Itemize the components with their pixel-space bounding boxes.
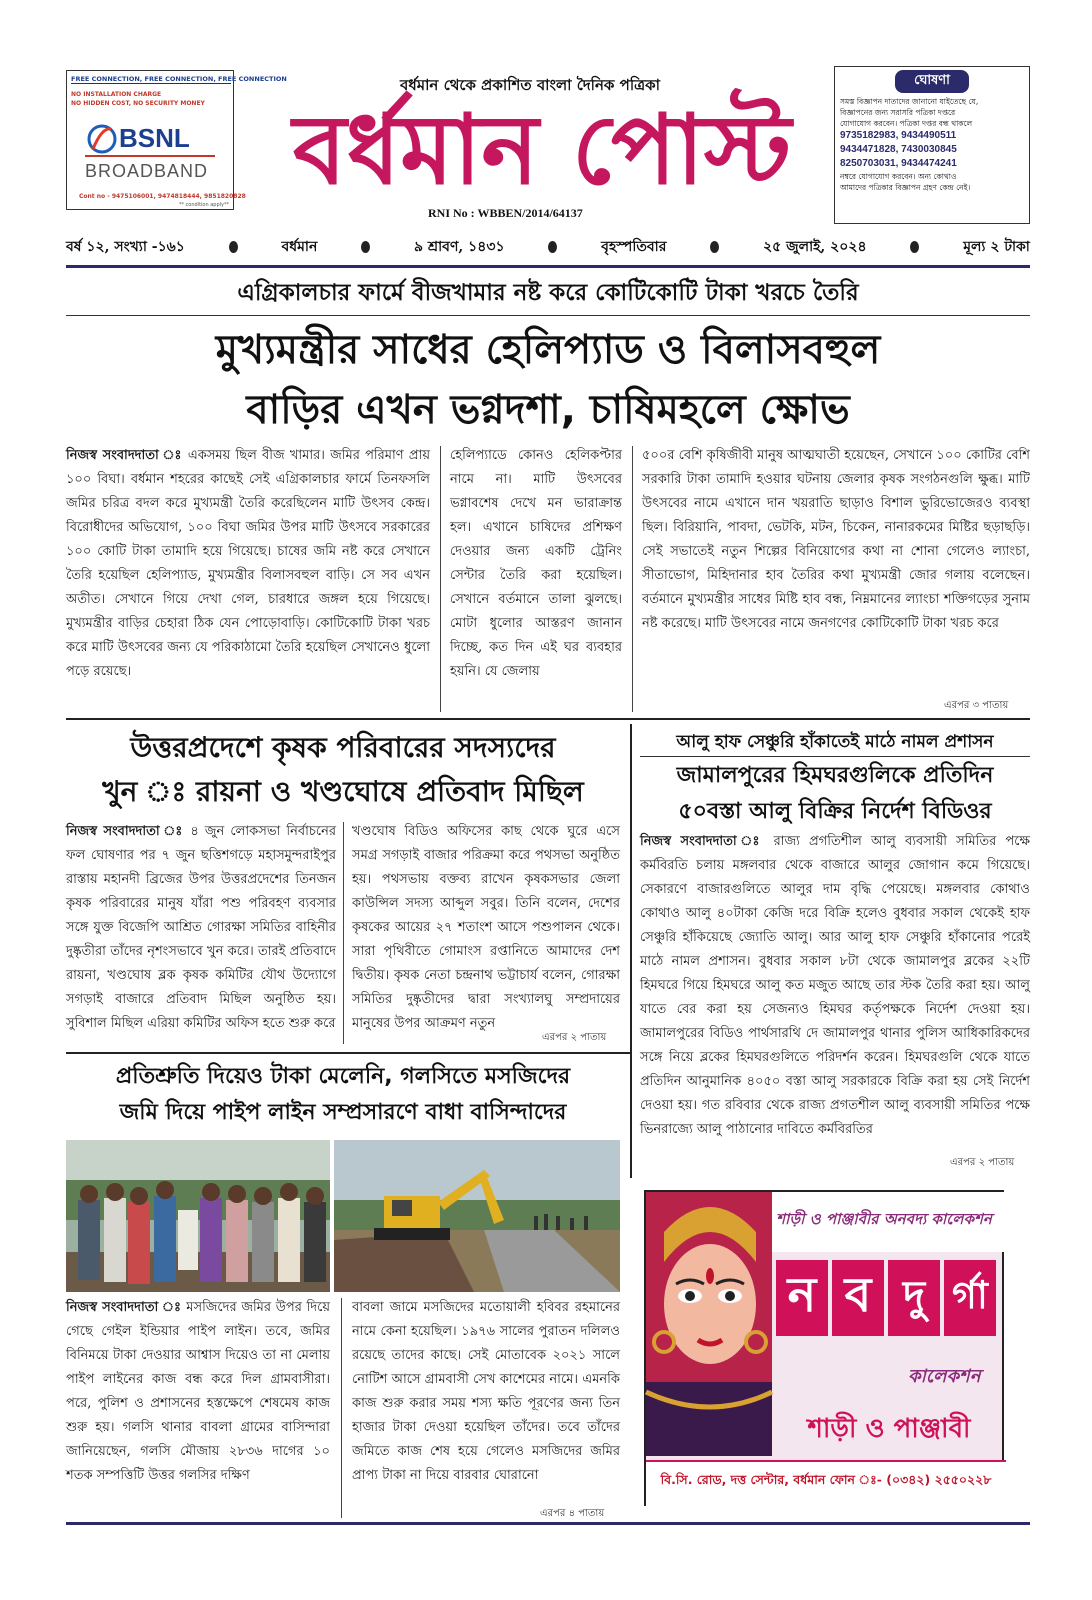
lead-headline-2: বাড়ির এখন ভগ্নদশা, চাষিমহলে ক্ষোভ	[246, 387, 850, 433]
bsnl-free-connection: FREE CONNECTION, FREE CONNECTION, FREE CONNECTION	[71, 75, 287, 83]
lead-column-3: ৫০০র বেশি কৃষিজীবী মানুষ আত্মঘাতী হয়েছেন, সেখানে ১০০ কোটির বেশি সরকারি টাকা তামাদি হওয়ার ঘটনায় জেলার কৃষক সংগঠনগুলি ক্ষুব্ধ। মাটি উৎসবের নামে এখানে দান খয়রাতি ছাড়াও বিশাল ভুরিভোজেরও ব্যবস্থা ছিল। বিরিয়ানি, পাবদা, ভেটকি, মটন, চিকেন, নানারকমের মিষ্টির ছড়াছড়ি। সেই সভাতেই নতুন শিল্পের বিনিয়োগের কথা না শোনা গেলেও ল্যাংচা, সীতাভোগ, মিহিদানার হাব তৈরির কথা মুখ্যমন্ত্রী জোর গলায় বলেছেন। বর্তমানে মুখ্যমন্ত্রীর সাধের মিষ্টি হাব বন্ধ, নিম্নমানের ল্যাংচা শক্তিগড়ের সুনাম নষ্ট করেছে। মাটি উৎসবের নামে জনগণের কোটিকোটি টাকা খরচ করে	[642, 448, 1030, 631]
lead-kicker: এগ্রিকালচার ফার্মে বীজখামার নষ্ট করে কোটিকোটি টাকা খরচে তৈরি	[237, 280, 859, 306]
ad-tagline: শাড়ী ও পাঞ্জাবীর অনবদ্য কালেকশন	[776, 1210, 992, 1228]
dateline-price: মূল্য ২ টাকা	[963, 239, 1030, 255]
up-column-2: খণ্ডঘোষ বিডিও অফিসের কাছ থেকে ঘুরে এসে সমগ্র সগড়াই বাজার পরিক্রমা করে পথসভা অনুষ্ঠিত হয়। পথসভায় বক্তব্য রাখেন কৃষকসভার জেলা কাউন্সিল সদস্য আব্দুল সবুর। তিনি বলেন, দেশের কৃষকের আয়ের ২৭ শতাংশ আসে পশুপালন থেকে। সারা পৃথিবীতে গোমাংস রপ্তানিতে আমাদের দেশ দ্বিতীয়। কৃষক নেতা চন্দ্রনাথ ভট্টাচার্য বলেন, গোরক্ষা সমিতির দুষ্কৃতীদের দ্বারা সংখ্যালঘু সম্প্রদায়ের মানুষের উপর আক্রমণ নতুন	[352, 824, 620, 1031]
bsnl-no-install: NO INSTALLATION CHARGE	[71, 91, 162, 98]
notice-line5: আমাদের পত্রিকার বিজ্ঞাপন গ্রহণ কেন্দ্র নেই।	[840, 183, 971, 192]
potato-kicker: আলু হাফ সেঞ্চুরি হাঁকাতেই মাঠে নামল প্রশাসন	[640, 728, 1030, 757]
potato-byline: নিজস্ব সংবাদদাতা ঃ	[640, 834, 765, 849]
notice-heading: ঘোষণা	[895, 70, 969, 93]
dateline-date: ২৫ জুলাই, ২০২৪	[763, 239, 867, 255]
ad-letter-du: দু	[888, 1260, 940, 1336]
potato-continued[interactable]: এরপর ২ পাতায়	[944, 1155, 1014, 1172]
bullet-icon	[710, 241, 719, 253]
lead-column-1: নিজস্ব সংবাদদাতা ঃ একসময় ছিল বীজ খামার। জমির পরিমাণ প্রায় ১০০ বিঘা। বর্ধমান শহরের কাছেই সেই এগ্রিকালচার ফার্মে তিনফসলি জমির চরিত্র বদল করে মুখ্যমন্ত্রী তৈরি করেছিলেন মাটি উৎসব কেন্দ্র। বিরোধীদের অভিযোগ, ১০০ বিঘা জমির উপর মাটি উৎসবে সরকারের ১০০ কোটি টাকা তামাদি হয়ে গিয়েছে। চাষের জমি নষ্ট করে সেখানে তৈরি হয়েছিল হেলিপ্যাড, মুখ্যমন্ত্রীর বিলাসবহুল বাড়ি। সে সব এখন অতীত। সেখানে গিয়ে দেখা গেল, চারধারে জঙ্গল হয়ে গিয়েছে। মুখ্যমন্ত্রীর বাড়ির চেহারা ঠিক যেন পোড়োবাড়ি। কোটিকোটি টাকা খরচ করে মাটি উৎসবের জন্য যে পরিকাঠামো তৈরি হয়েছিল সেখানেও ধুলো পড়ে রয়েছে।	[66, 448, 430, 679]
dateline-bengali-date: ৯ শ্রাবণ, ১৪৩১	[413, 239, 505, 255]
notice-phones2: 9434471828, 7430030845	[840, 144, 957, 155]
notice-phones3: 8250703031, 9434474241	[840, 158, 957, 169]
masthead-rni: RNI No : WBBEN/2014/64137	[428, 206, 583, 220]
bottom-rule	[66, 1522, 1030, 1525]
ad-product: শাড়ী ও পাঞ্জাবী	[807, 1414, 971, 1444]
bullet-icon	[548, 241, 557, 253]
notice-line2: বিজ্ঞাপনের জন্য সরাসরি পত্রিকা দপ্তরে	[840, 108, 956, 117]
dateline-weekday: বৃহস্পতিবার	[601, 239, 667, 255]
dateline-place: বর্ধমান	[281, 239, 318, 255]
lead-byline: নিজস্ব সংবাদদাতা ঃ	[66, 448, 183, 463]
mosque-headline-1: প্রতিশ্রুতি দিয়েও টাকা মেলেনি, গলসিতে মসজিদের	[115, 1064, 571, 1089]
masthead-tagline: বর্ধমান থেকে প্রকাশিত বাংলা দৈনিক পত্রিকা	[400, 76, 660, 94]
bsnl-product: BROADBAND	[85, 161, 209, 181]
lead-continued[interactable]: এরপর ৩ পাতায়	[944, 700, 1009, 711]
up-continued[interactable]: এরপর ২ পাতায়	[542, 1032, 607, 1043]
ad-letter-na: ন	[776, 1260, 828, 1336]
bsnl-no-hidden: NO HIDDEN COST, NO SECURITY MONEY	[71, 100, 205, 107]
mosque-byline: নিজস্ব সংবাদদাতা ঃ	[66, 1300, 182, 1315]
potato-headline-1: জামালপুরের হিমঘরগুলিকে প্রতিদিন	[676, 763, 994, 788]
up-byline: নিজস্ব সংবাদদাতা ঃ	[66, 824, 185, 839]
up-column-1: নিজস্ব সংবাদদাতা ঃ ৪ জুন লোকসভা নির্বাচনের ফল ঘোষণার পর ৭ জুন ছত্তিশগড়ে মহাসমুন্দরাইপুর রাস্তায় মহানদী ব্রিজের উপর উত্তরপ্রদেশের তিনজন কৃষক পরিবারের মানুষ যাঁরা পশু পরিবহণ ব্যবসার সঙ্গে যুক্ত বিজেপি আশ্রিত গোরক্ষা সমিতির বাহিনীর দুষ্কৃতীরা তাঁদের নৃশংসভাবে খুন করে। তারই প্রতিবাদে রায়না, খণ্ডঘোষ ব্লক কৃষক কমিটির যৌথ উদ্যোগে সগড়াই বাজারে প্রতিবাদ মিছিল অনুষ্ঠিত হয়। সুবিশাল মিছিল এরিয়া কমিটির অফিস হতে শুরু করে	[66, 824, 336, 1031]
bsnl-logo-icon	[87, 123, 117, 155]
bsnl-brand: BSNL	[119, 123, 190, 153]
mosque-headline-2: জমি দিয়ে পাইপ লাইন সম্প্রসারণে বাধা বাসিন্দাদের	[119, 1100, 567, 1125]
dateline	[66, 231, 1030, 263]
potato-body: নিজস্ব সংবাদদাতা ঃ রাজ্য প্রগতিশীল আলু ব্যবসায়ী সমিতির পক্ষে কর্মবিরতি চলায় মঙ্গলবার থেকে বাজারে আলুর জোগান কমে গিয়েছে। সেকারণে বাজারগুলিতে আলুর দাম বৃদ্ধি পেয়েছে। মঙ্গলবার কোথাও কোথাও আলু ৪০টাকা কেজি দরে বিক্রি হলেও বুধবার সকাল থেকেই হাফ সেঞ্চুরি হাঁকিয়েছে জ্যোতি আলু। আর আলু হাফ সেঞ্চুরি হাঁকানোর পরেই মাঠে নামল প্রশাসন। বুধবার সকাল ৮টা থেকে জামালপুর ব্লকের ২২টি হিমঘরে গিয়ে হিমঘরে আলু কত মজুত আছে তার স্টক তৈরি করা হয়। আলু যাতে বের করা হয় সেজন্যও হিমঘর কর্তৃপক্ষকে নির্দেশ দেওয়া হয়। জামালপুরের বিডিও পার্থসারথি দে জামালপুর থানার পুলিস আধিকারিকদের সঙ্গে নিয়ে ব্লকের হিমঘরগুলিতে পরিদর্শন করেন। হিমঘরগুলি থেকে যাতে প্রতিদিন আনুমানিক ৪০৫০ বস্তা আলু সরকারকে বিক্রি করা হয় সেই নির্দেশ দেওয়া হয়। গত রবিবার থেকে রাজ্য প্রগতশীল আলু ব্যবসায়ী সমিতির পক্ষে ভিনরাজ্যে আলু পাঠানোর দাবিতে কর্মবিরতির	[640, 834, 1030, 1137]
notice-line3: যোগাযোগ করবেন। পত্রিকা দপ্তর বন্ধ থাকলে	[840, 119, 973, 128]
mosque-column-2: বাবলা জামে মসজিদের মতোয়ালী হবিবর রহমানের নামে কেনা হয়েছিল। ১৯৭৬ সালের পুরাতন দলিলও রয়েছে তাদের কাছে। সেই মোতাবেক ২০২১ সালে নোটিশ আসে গ্রামবাসী সেখ কাশেমের নামে। এমনকি কাজ শুরু করার সময় শস্য ক্ষতি পূরণের জন্য তিন হাজার টাকা দেওয়া হয়েছিল তাঁদের। তবে তাঁদের জমিতে কাজ শেষ হয়ে গেলেও মসজিদের জমির প্রাপ্য টাকা না দিয়ে বারবার ঘোরানো	[352, 1300, 620, 1483]
nabadurga-ad[interactable]	[644, 1190, 1004, 1506]
ad-letter-boxes	[776, 1260, 996, 1336]
dateline-volume: বর্ষ ১২, সংখ্যা -১৬১	[66, 239, 185, 255]
bsnl-ad[interactable]	[66, 70, 287, 210]
bsnl-contact: Cont no - 9475106001, 9474818444, 9851820828	[79, 193, 246, 200]
bullet-icon	[361, 241, 370, 253]
durga-portrait-icon	[646, 1192, 772, 1456]
masthead-title: বর্ধমান পোস্ট	[292, 94, 792, 206]
lead-headline-1: মুখ্যমন্ত্রীর সাধের হেলিপ্যাড ও বিলাসবহুল	[215, 327, 881, 373]
villagers-photo	[66, 1140, 330, 1292]
bsnl-condition: ** condition apply**	[178, 202, 229, 208]
up-headline-2: খুন ঃ রায়না ও খণ্ডঘোষে প্রতিবাদ মিছিল	[102, 775, 584, 808]
notice-box	[834, 66, 1030, 224]
ad-collection: কালেকশন	[908, 1366, 981, 1387]
ad-letter-rga: র্গা	[944, 1260, 996, 1336]
excavator-photo	[334, 1140, 620, 1292]
bullet-icon	[229, 241, 238, 253]
potato-headline-2: ৫০বস্তা আলু বিক্রির নির্দেশ বিডিওর	[678, 799, 992, 824]
ad-address: বি.সি. রোড, দত্ত সেন্টার, বর্ধমান ফোন ঃ- (০৩৪২) ২৫৫০২২৮	[660, 1472, 992, 1487]
bullet-icon	[910, 241, 919, 253]
notice-line1: সমস্ত বিজ্ঞাপন দাতাদের জানানো যাইতেছে যে,	[840, 97, 979, 106]
lead-column-2: হেলিপ্যাডে কোনও হেলিকপ্টার নামে না। মাটি উৎসবের ভগ্নাবশেষ দেখে মন ভারাক্রান্ত হল। এখানে চাষিদের প্রশিক্ষণ দেওয়ার জন্য একটি ট্রেনিং সেন্টার তৈরি করা হয়েছিল। সেখানে বর্তমানে তালা ঝুলছে। মোটা ধুলোর আস্তরণ জানান দিচ্ছে, কত দিন এই ঘর ব্যবহার হয়নি। যে জেলায়	[450, 448, 622, 679]
notice-line4: নম্বরে যোগাযোগ করবেন। অন্য কোথাও	[840, 172, 957, 181]
mosque-column-1: নিজস্ব সংবাদদাতা ঃ মসজিদের জমির উপর দিয়ে গেছে গেইল ইন্ডিয়ার পাইপ লাইন। তবে, জমির বিনিময়ে টাকা দেওয়ার আশ্বাস দিয়েও তা না মেলায় পাইপ লাইনের কাজ বন্ধ করে দিল গ্রামবাসীরা। পরে, পুলিশ ও প্রশাসনের হস্তক্ষেপে শেষমেষ কাজ শুরু হয়। গলসি থানার বাবলা গ্রামের বাসিন্দারা জানিয়েছেন, গলসি মৌজায় ২৮৩৬ দাগের ১০ শতক সম্পত্তিটি উত্তর গলসির দক্ষিণ	[66, 1300, 330, 1483]
notice-phones1: 9735182983, 9434490511	[840, 130, 957, 141]
mosque-continued[interactable]: এরপর ৪ পাতায়	[540, 1508, 605, 1519]
ad-letter-ba: ব	[832, 1260, 884, 1336]
dateline-rule	[66, 265, 1030, 268]
up-headline-1: উত্তরপ্রদেশে কৃষক পরিবারের সদস্যদের	[130, 731, 556, 764]
